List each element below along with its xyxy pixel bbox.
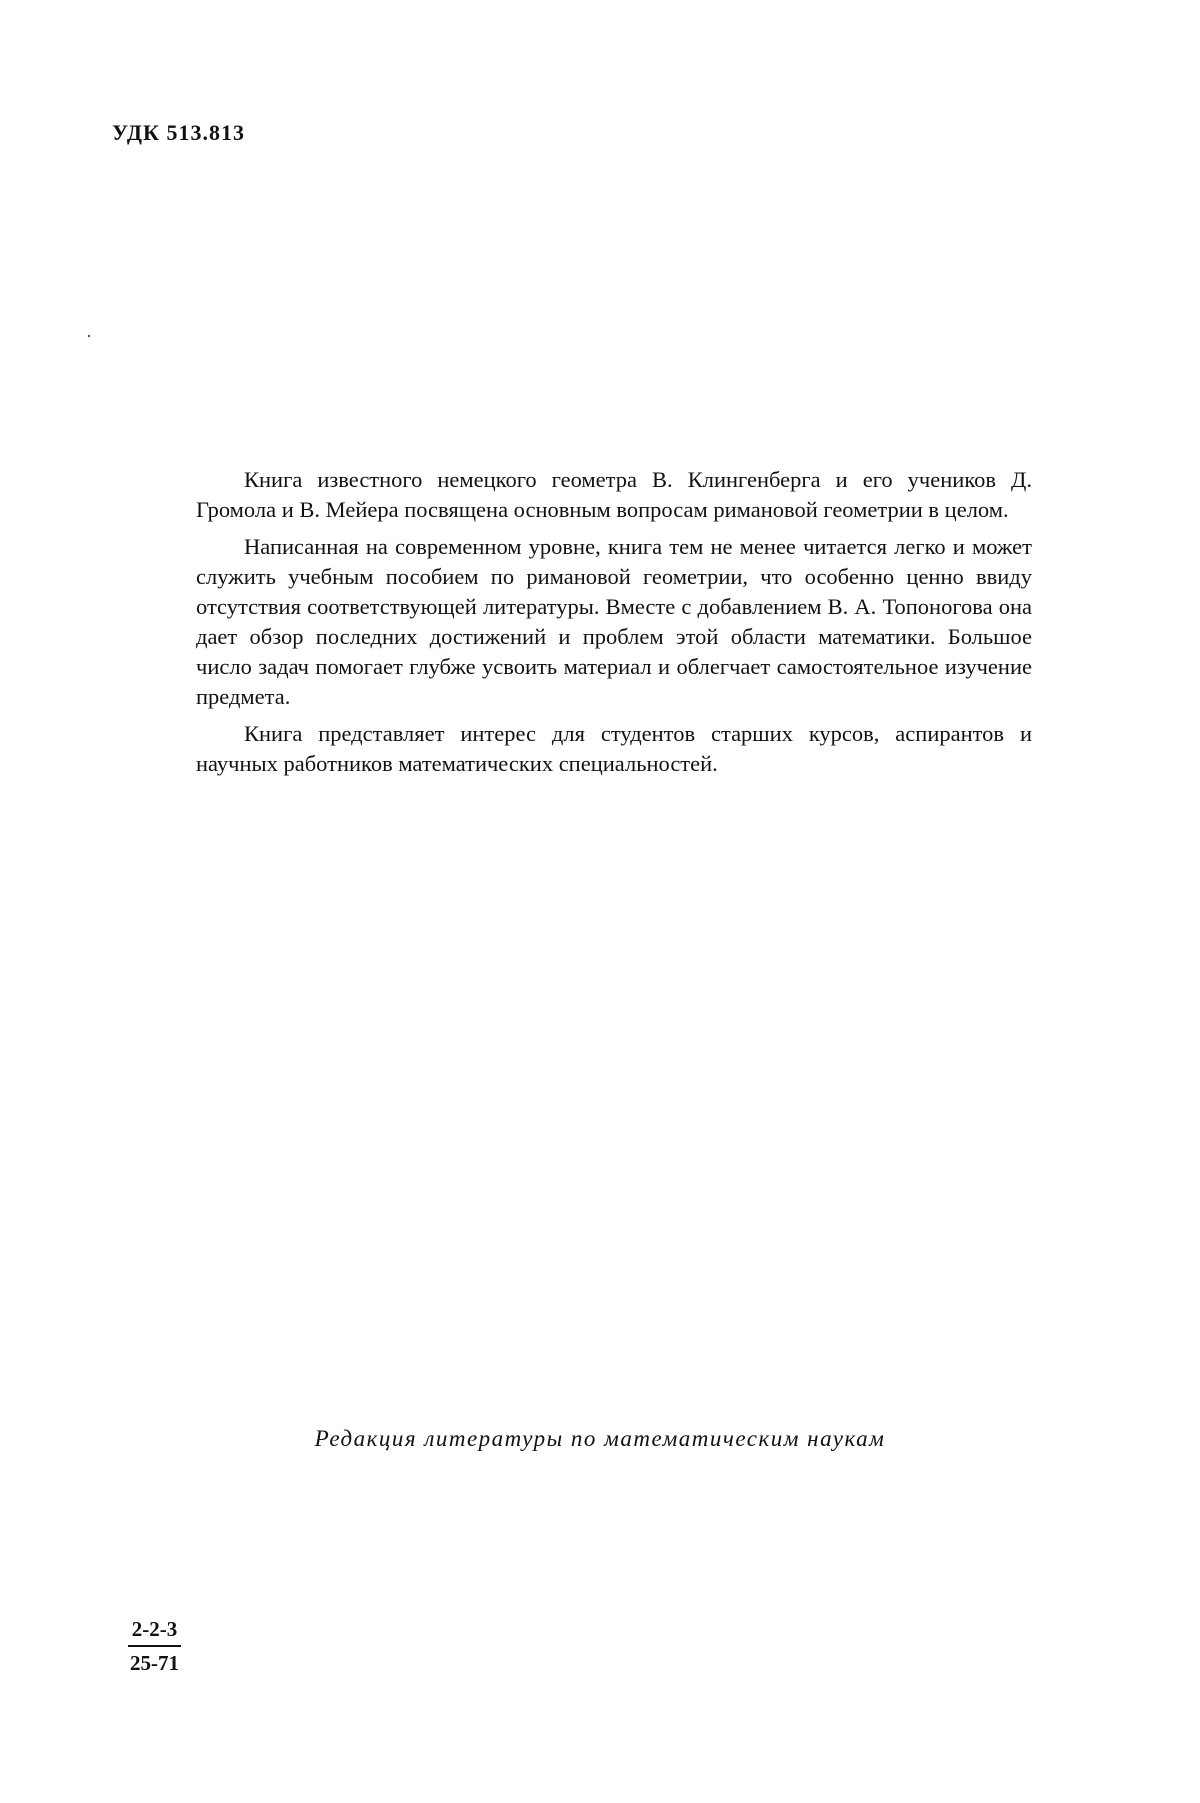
- editorial-office: Редакция литературы по математическим наукам: [314, 1426, 886, 1451]
- fraction-bar: [128, 1645, 181, 1647]
- index-denominator: 25-71: [130, 1651, 179, 1675]
- udk-code: УДК 513.813: [112, 120, 246, 145]
- index-numerator: 2-2-3: [131, 1617, 178, 1641]
- publisher-index-code: [128, 1616, 181, 1676]
- annotation-paragraph: Книга известного немецкого геометра В. Клингенберга и его учеников Д. Громола и В. Мейера посвящена основным вопросам римановой геометрии в целом.: [196, 467, 1032, 522]
- annotation-block: [196, 465, 1032, 786]
- annotation-paragraph: Книга представляет интерес для студентов старших курсов, аспирантов и научных работников математических специальностей.: [196, 721, 1032, 776]
- scan-speck: [88, 335, 90, 337]
- annotation-paragraph: Написанная на современном уровне, книга тем не менее читается легко и может служить учебным пособием по римановой геометрии, что особенно ценно ввиду отсутствия соответствующей литературы. Вместе с добавлением В. А. Топоногова она дает обзор последних достижений и проблем этой области математики. Большое число задач помогает глубже усвоить материал и облегчает самостоятельное изучение предмета.: [196, 534, 1032, 709]
